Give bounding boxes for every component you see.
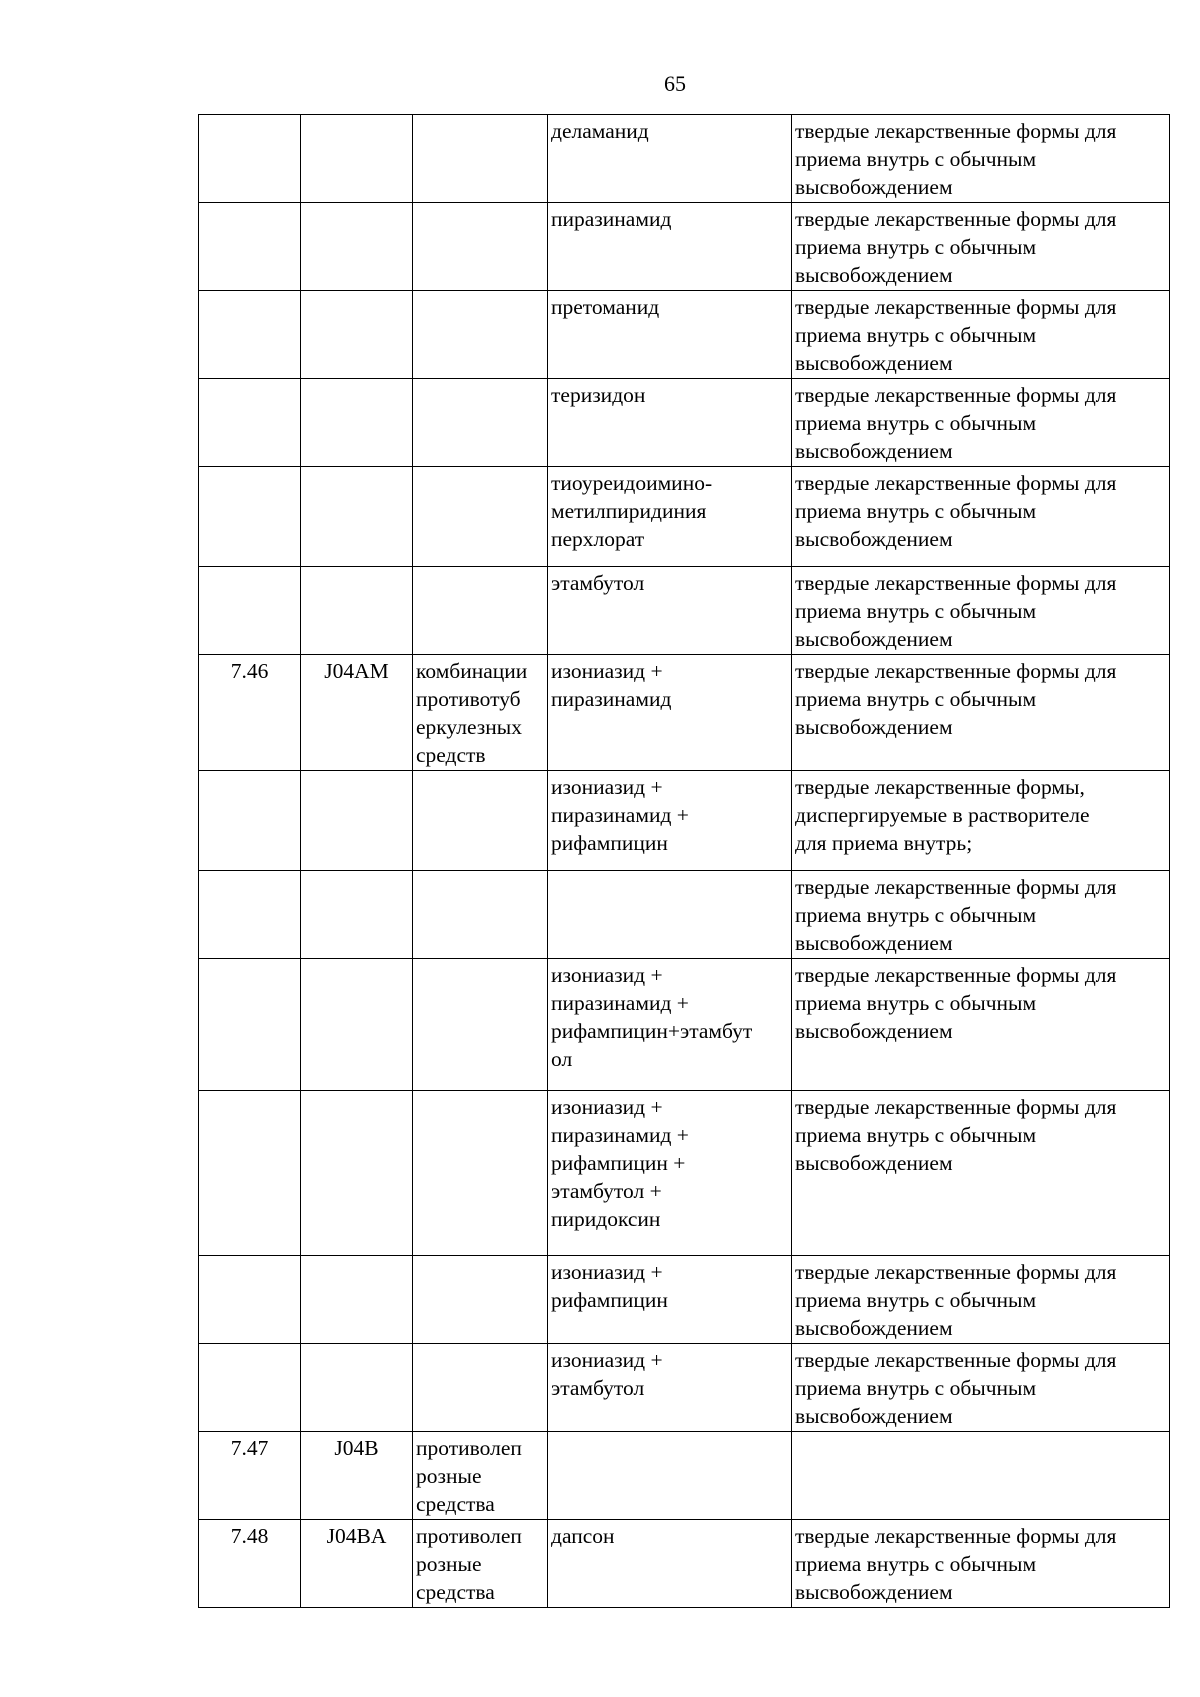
- table-row: [199, 567, 1170, 655]
- table-row: [199, 1256, 1170, 1344]
- table-row: [199, 203, 1170, 291]
- drug-name-cell: теризидон: [548, 379, 792, 467]
- row-number-cell: [199, 467, 301, 567]
- drug-name-cell: дапсон: [548, 1520, 792, 1608]
- row-number-cell: [199, 115, 301, 203]
- row-number-cell: [199, 567, 301, 655]
- drug-name-cell: [548, 871, 792, 959]
- table-row: [199, 1432, 1170, 1520]
- atc-code-cell: J04BA: [301, 1520, 413, 1608]
- atc-code-cell: J04AM: [301, 655, 413, 771]
- group-cell: [413, 1256, 548, 1344]
- row-number-cell: 7.46: [199, 655, 301, 771]
- row-number-cell: 7.48: [199, 1520, 301, 1608]
- table-row: [199, 655, 1170, 771]
- table-row: [199, 379, 1170, 467]
- dosage-form-cell: твердые лекарственные формы для приема внутрь с обычным высвобождением: [792, 115, 1170, 203]
- group-cell: [413, 203, 548, 291]
- atc-code-cell: [301, 203, 413, 291]
- group-cell: [413, 1344, 548, 1432]
- dosage-form-cell: твердые лекарственные формы для приема внутрь с обычным высвобождением: [792, 567, 1170, 655]
- row-number-cell: [199, 291, 301, 379]
- drug-name-cell: изониазид + этамбутол: [548, 1344, 792, 1432]
- atc-code-cell: [301, 567, 413, 655]
- atc-code-cell: J04B: [301, 1432, 413, 1520]
- row-number-cell: [199, 871, 301, 959]
- atc-code-cell: [301, 871, 413, 959]
- dosage-form-cell: твердые лекарственные формы для приема внутрь с обычным высвобождением: [792, 379, 1170, 467]
- table-row: [199, 291, 1170, 379]
- group-cell: противолеп розные средства: [413, 1432, 548, 1520]
- drug-name-cell: тиоуреидоимино- метилпиридиния перхлорат: [548, 467, 792, 567]
- drug-name-cell: деламанид: [548, 115, 792, 203]
- atc-code-cell: [301, 1091, 413, 1256]
- atc-code-cell: [301, 771, 413, 871]
- atc-code-cell: [301, 1344, 413, 1432]
- drug-name-cell: изониазид + пиразинамид + рифампицин + этамбутол + пиридоксин: [548, 1091, 792, 1256]
- dosage-form-cell: твердые лекарственные формы для приема внутрь с обычным высвобождением: [792, 291, 1170, 379]
- group-cell: [413, 467, 548, 567]
- group-cell: [413, 291, 548, 379]
- drug-table: [198, 114, 1170, 1608]
- row-number-cell: 7.47: [199, 1432, 301, 1520]
- atc-code-cell: [301, 379, 413, 467]
- drug-name-cell: изониазид + пиразинамид: [548, 655, 792, 771]
- table-row: [199, 115, 1170, 203]
- dosage-form-cell: твердые лекарственные формы для приема внутрь с обычным высвобождением: [792, 871, 1170, 959]
- atc-code-cell: [301, 467, 413, 567]
- row-number-cell: [199, 1091, 301, 1256]
- group-cell: [413, 567, 548, 655]
- dosage-form-cell: твердые лекарственные формы для приема внутрь с обычным высвобождением: [792, 1520, 1170, 1608]
- atc-code-cell: [301, 291, 413, 379]
- row-number-cell: [199, 1344, 301, 1432]
- group-cell: комбинации противотуб еркулезных средств: [413, 655, 548, 771]
- dosage-form-cell: твердые лекарственные формы для приема внутрь с обычным высвобождением: [792, 467, 1170, 567]
- drug-name-cell: изониазид + пиразинамид + рифампицин: [548, 771, 792, 871]
- drug-name-cell: претоманид: [548, 291, 792, 379]
- dosage-form-cell: твердые лекарственные формы, диспергируемые в растворителе для приема внутрь;: [792, 771, 1170, 871]
- row-number-cell: [199, 959, 301, 1091]
- dosage-form-cell: [792, 1432, 1170, 1520]
- drug-name-cell: [548, 1432, 792, 1520]
- table-row: [199, 771, 1170, 871]
- row-number-cell: [199, 379, 301, 467]
- table-row: [199, 1091, 1170, 1256]
- atc-code-cell: [301, 115, 413, 203]
- group-cell: [413, 771, 548, 871]
- drug-name-cell: изониазид + рифампицин: [548, 1256, 792, 1344]
- group-cell: [413, 959, 548, 1091]
- table-row: [199, 1520, 1170, 1608]
- group-cell: [413, 379, 548, 467]
- dosage-form-cell: твердые лекарственные формы для приема внутрь с обычным высвобождением: [792, 1091, 1170, 1256]
- group-cell: [413, 115, 548, 203]
- dosage-form-cell: твердые лекарственные формы для приема внутрь с обычным высвобождением: [792, 1344, 1170, 1432]
- drug-name-cell: этамбутол: [548, 567, 792, 655]
- row-number-cell: [199, 1256, 301, 1344]
- drug-name-cell: пиразинамид: [548, 203, 792, 291]
- table-row: [199, 871, 1170, 959]
- drug-name-cell: изониазид + пиразинамид + рифампицин+этамбут ол: [548, 959, 792, 1091]
- row-number-cell: [199, 203, 301, 291]
- group-cell: [413, 871, 548, 959]
- atc-code-cell: [301, 1256, 413, 1344]
- group-cell: [413, 1091, 548, 1256]
- atc-code-cell: [301, 959, 413, 1091]
- page-number: 65: [664, 71, 686, 96]
- dosage-form-cell: твердые лекарственные формы для приема внутрь с обычным высвобождением: [792, 959, 1170, 1091]
- dosage-form-cell: твердые лекарственные формы для приема внутрь с обычным высвобождением: [792, 203, 1170, 291]
- dosage-form-cell: твердые лекарственные формы для приема внутрь с обычным высвобождением: [792, 655, 1170, 771]
- group-cell: противолеп розные средства: [413, 1520, 548, 1608]
- dosage-form-cell: твердые лекарственные формы для приема внутрь с обычным высвобождением: [792, 1256, 1170, 1344]
- table-row: [199, 1344, 1170, 1432]
- table-row: [199, 959, 1170, 1091]
- row-number-cell: [199, 771, 301, 871]
- table-row: [199, 467, 1170, 567]
